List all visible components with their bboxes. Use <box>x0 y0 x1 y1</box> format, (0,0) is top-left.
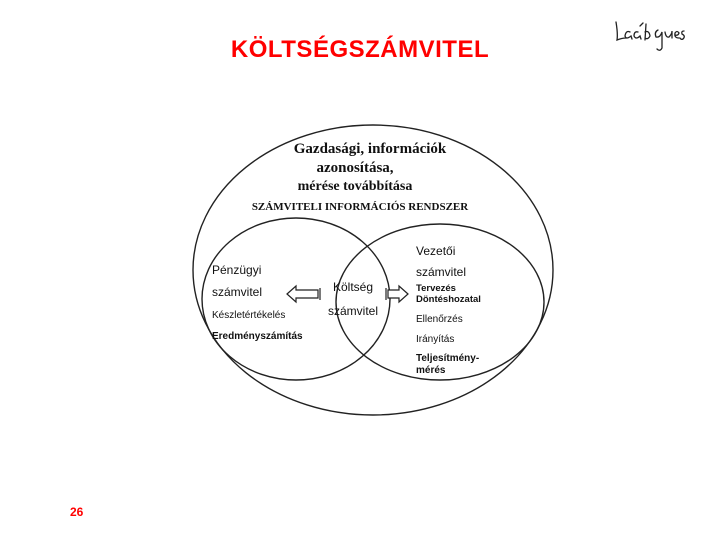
management-item-performance-line1: Teljesítmény- <box>416 353 480 364</box>
management-item-direction: Irányítás <box>416 334 455 345</box>
management-item-decision: Döntéshozatal <box>416 294 481 305</box>
cost-accounting-line1: Költség <box>332 280 374 294</box>
outer-text-line2: azonosítása, <box>316 160 394 176</box>
slide-title: KÖLTSÉGSZÁMVITEL <box>230 36 490 63</box>
cost-accounting-line2: számvitel <box>327 304 379 318</box>
left-arrow <box>287 286 320 302</box>
management-title-line2: számvitel <box>416 265 467 279</box>
outer-text-line4: SZÁMVITELI INFORMÁCIÓS RENDSZER <box>251 201 469 213</box>
management-item-planning: Tervezés <box>416 283 456 294</box>
financial-item-inventory: Készletértékelés <box>212 310 286 321</box>
management-title-line1: Vezetői <box>416 244 456 258</box>
management-item-performance-line2: mérés <box>416 365 446 376</box>
financial-title-line2: számvitel <box>212 285 263 299</box>
financial-item-profit: Eredményszámítás <box>212 331 303 342</box>
management-item-control: Ellenőrzés <box>416 314 463 325</box>
outer-text-line1: Gazdasági, információk <box>293 141 447 157</box>
page-number: 26 <box>70 505 84 519</box>
financial-title-line1: Pénzügyi <box>212 263 262 277</box>
outer-text-line3: mérése továbbítása <box>297 179 413 194</box>
